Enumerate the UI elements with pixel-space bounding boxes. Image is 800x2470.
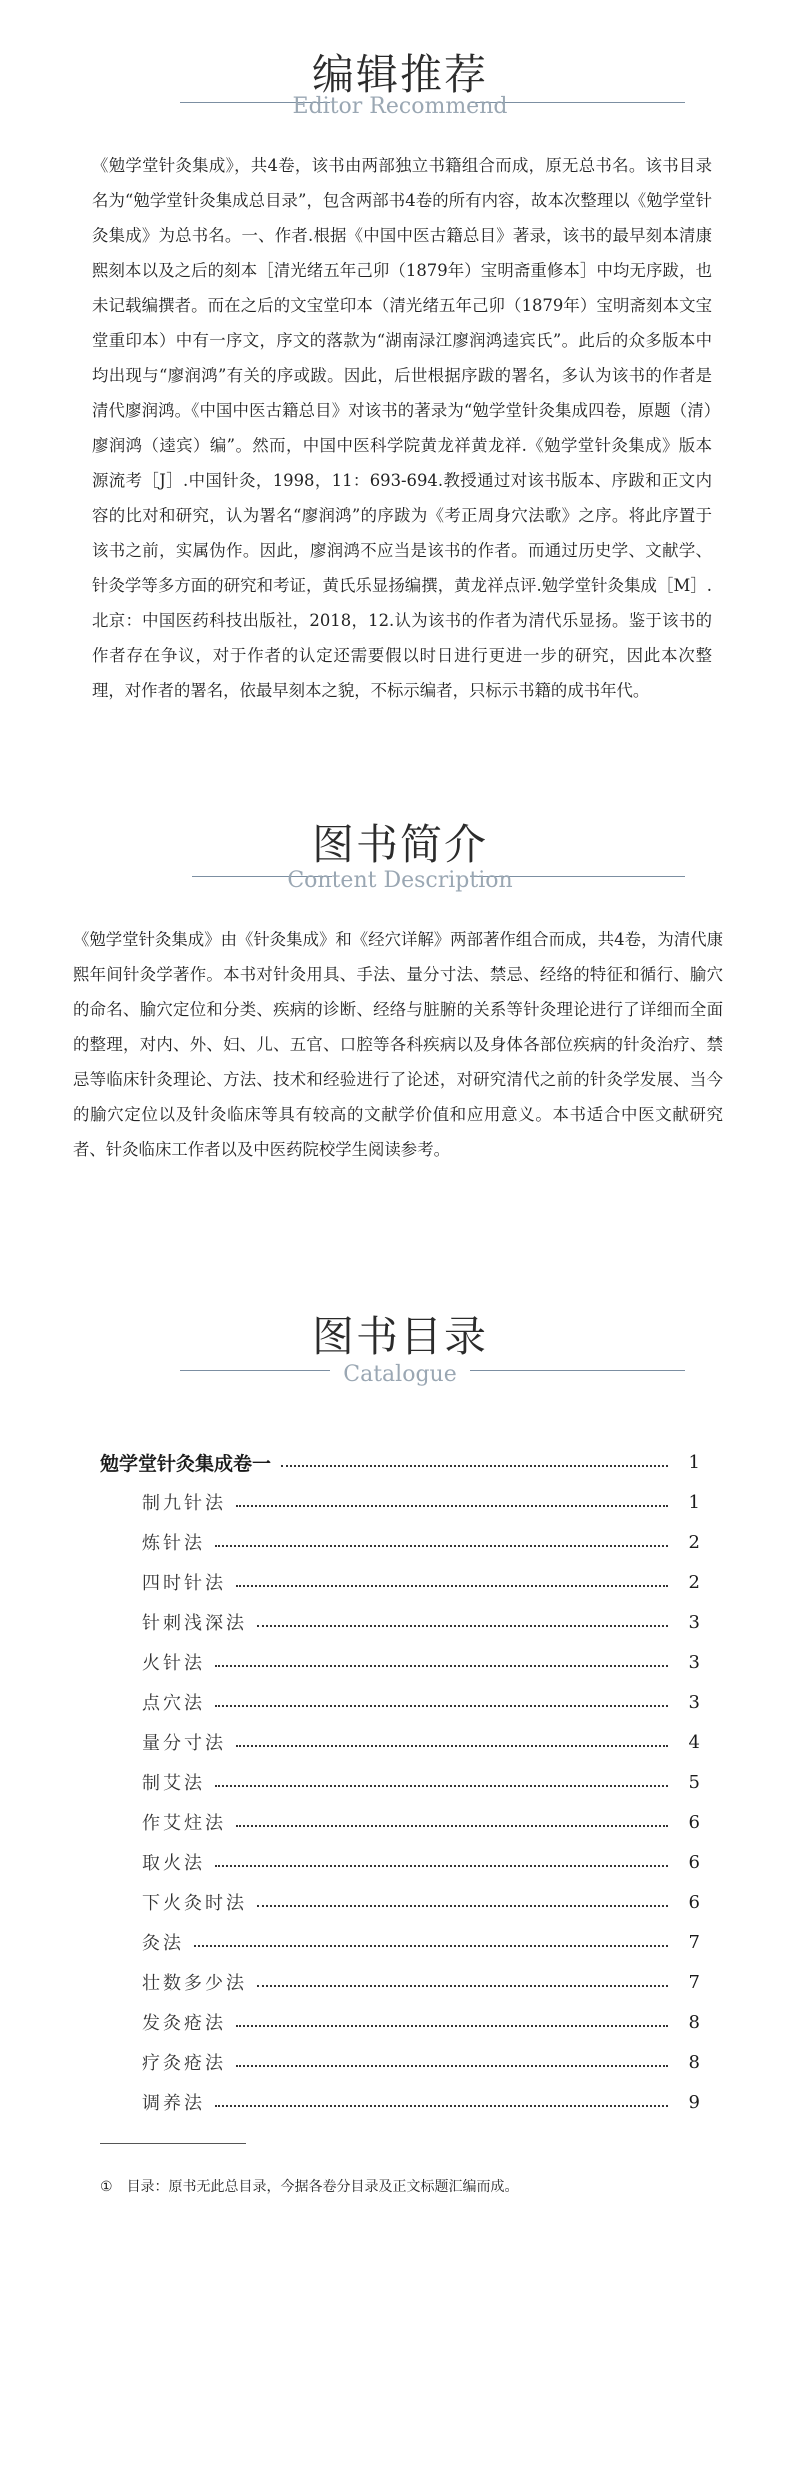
section-title-cn: 编辑推荐 xyxy=(311,50,488,99)
section-title-cn: 图书目录 xyxy=(311,1312,488,1361)
toc-entry-label: 壮数多少法 xyxy=(142,1973,247,1994)
toc-entry[interactable] xyxy=(100,2082,700,2122)
toc-entry[interactable] xyxy=(100,1522,700,1562)
toc-entry[interactable] xyxy=(100,1682,700,1722)
toc-dot-leader xyxy=(236,2025,668,2027)
toc-entry-page: 9 xyxy=(688,2091,700,2113)
toc-dot-leader xyxy=(194,1945,668,1947)
catalogue-header xyxy=(0,1300,800,1390)
section-title-en: Content Description xyxy=(287,868,513,893)
toc-dot-leader xyxy=(257,1625,668,1627)
section-title-en: Editor Recommend xyxy=(292,94,508,119)
toc-entry-page: 1 xyxy=(688,1451,700,1473)
toc-dot-leader xyxy=(257,1985,668,1987)
toc-entry[interactable] xyxy=(100,1442,700,1482)
section-title-cn: 图书简介 xyxy=(311,820,488,869)
content-description-text: 《勉学堂针灸集成》由《针灸集成》和《经穴详解》两部著作组合而成，共4卷，为清代康熙年间针灸学著作。本书对针灸用具、手法、量分寸法、禁忌、经络的特征和循行、腧穴的命名、腧穴定位和分类、疾病的诊断、经络与脏腑的关系等针灸理论进行了详细而全面的整理，对内、外、妇、儿、五官、口腔等各科疾病以及身体各部位疾病的针灸治疗、禁忌等临床针灸理论、方法、技术和经验进行了论述，对研究清代之前的针灸学发展、当今的腧穴定位以及针灸临床等具有较高的文献学价值和应用意义。本书适合中医文献研究者、针灸临床工作者以及中医药院校学生阅读参考。 xyxy=(73,930,723,1159)
toc-entry-page: 2 xyxy=(688,1531,700,1553)
table-of-contents xyxy=(100,1442,700,2122)
toc-dot-leader xyxy=(215,1665,668,1667)
toc-entry[interactable] xyxy=(100,1962,700,2002)
toc-dot-leader xyxy=(257,1905,668,1907)
editor-recommend-header xyxy=(0,38,800,128)
toc-entry-page: 7 xyxy=(688,1971,700,1993)
toc-entry-page: 3 xyxy=(688,1691,700,1713)
toc-entry[interactable] xyxy=(100,1802,700,1842)
toc-dot-leader xyxy=(215,2105,668,2107)
toc-dot-leader xyxy=(215,1545,668,1547)
toc-entry-page: 6 xyxy=(688,1891,700,1913)
toc-dot-leader xyxy=(215,1705,668,1707)
toc-dot-leader xyxy=(236,1585,668,1587)
toc-dot-leader xyxy=(236,1745,668,1747)
toc-entry-label: 制艾法 xyxy=(142,1773,205,1794)
toc-entry-page: 1 xyxy=(688,1491,700,1513)
toc-dot-leader xyxy=(236,1505,668,1507)
toc-entry-label: 取火法 xyxy=(142,1853,205,1874)
toc-entry[interactable] xyxy=(100,1922,700,1962)
toc-entry-label: 发灸疮法 xyxy=(142,2013,226,2034)
toc-entry-label: 灸法 xyxy=(142,1933,184,1954)
toc-entry[interactable] xyxy=(100,2042,700,2082)
toc-entry-label: 炼针法 xyxy=(142,1533,205,1554)
toc-entry-label: 火针法 xyxy=(142,1653,205,1674)
toc-entry-label: 下火灸时法 xyxy=(142,1893,247,1914)
toc-entry-page: 4 xyxy=(688,1731,700,1753)
toc-entry-label: 勉学堂针灸集成卷一 xyxy=(100,1452,272,1475)
toc-entry-label: 针刺浅深法 xyxy=(142,1613,247,1634)
toc-entry-page: 8 xyxy=(688,2051,700,2073)
toc-entry-page: 2 xyxy=(688,1571,700,1593)
toc-entry-label: 量分寸法 xyxy=(142,1733,226,1754)
toc-entry-page: 6 xyxy=(688,1851,700,1873)
toc-dot-leader xyxy=(281,1465,668,1467)
toc-entry-label: 作艾炷法 xyxy=(142,1813,226,1834)
toc-entry-label: 四时针法 xyxy=(142,1573,226,1594)
toc-entry[interactable] xyxy=(100,1562,700,1602)
editor-recommend-text: 《勉学堂针灸集成》，共4卷，该书由两部独立书籍组合而成，原无总书名。该书目录名为“勉学堂针灸集成总目录”，包含两部书4卷的所有内容，故本次整理以《勉学堂针灸集成》为总书名。一、作者.根据《中国中医古籍总目》著录，该书的最早刻本清康熙刻本以及之后的刻本［清光绪五年己卯（1879年）宝明斋重修本］中均无序跋，也未记载编撰者。而在之后的文宝堂印本（清光绪五年己卯（1879年）宝明斋刻本文宝堂重印本）中有一序文，序文的落款为“湖南渌江廖润鸿逵宾氏”。此后的众多版本中均出现与“廖润鸿”有关的序或跋。因此，后世根据序跋的署名，多认为该书的作者是清代廖润鸿。《中国中医古籍总目》对该书的著录为“勉学堂针灸集成四卷，原题（清）廖润鸿（逵宾）编”。然而，中国中医科学院黄龙祥黄龙祥.《勉学堂针灸集成》版本源流考［J］.中国针灸，1998，11：693-694.教授通过对该书版本、序跋和正文内容的比对和研究，认为署名“廖润鸿”的序跋为《考正周身穴法歌》之序。将此序置于该书之前，实属伪作。因此，廖润鸿不应当是该书的作者。而通过历史学、文献学、针灸学等多方面的研究和考证，黄氏乐显扬编撰，黄龙祥点评.勉学堂针灸集成［M］.北京：中国医药科技出版社，2018，12.认为该书的作者为清代乐显扬。鉴于该书的作者存在争议，对于作者的认定还需要假以时日进行更进一步的研究，因此本次整理，对作者的署名，依最早刻本之貌，不标示编者，只标示书籍的成书年代。 xyxy=(92,156,712,700)
toc-entry-page: 3 xyxy=(688,1611,700,1633)
toc-entry[interactable] xyxy=(100,1762,700,1802)
section-title-en: Catalogue xyxy=(343,1362,457,1387)
toc-entry[interactable] xyxy=(100,1882,700,1922)
toc-dot-leader xyxy=(236,1825,668,1827)
toc-entry[interactable] xyxy=(100,1602,700,1642)
toc-entry[interactable] xyxy=(100,1722,700,1762)
toc-entry-page: 3 xyxy=(688,1651,700,1673)
footnote-rule xyxy=(100,2143,246,2144)
content-description-header xyxy=(0,808,800,898)
toc-entry-page: 6 xyxy=(688,1811,700,1833)
toc-entry-page: 5 xyxy=(688,1771,700,1793)
toc-entry-page: 8 xyxy=(688,2011,700,2033)
toc-entry[interactable] xyxy=(100,1482,700,1522)
toc-entry-label: 制九针法 xyxy=(142,1493,226,1514)
footnote-text: 目录：原书无此总目录，今据各卷分目录及正文标题汇编而成。 xyxy=(126,2179,519,2195)
toc-entry-label: 点穴法 xyxy=(142,1693,205,1714)
footnote xyxy=(100,2176,720,2196)
toc-entry-label: 调养法 xyxy=(142,2093,205,2114)
toc-dot-leader xyxy=(236,2065,668,2067)
toc-entry-label: 疗灸疮法 xyxy=(142,2053,226,2074)
toc-entry[interactable] xyxy=(100,1642,700,1682)
toc-entry-page: 7 xyxy=(688,1931,700,1953)
toc-dot-leader xyxy=(215,1785,668,1787)
toc-entry[interactable] xyxy=(100,2002,700,2042)
toc-dot-leader xyxy=(215,1865,668,1867)
footnote-mark: ① xyxy=(100,2179,113,2195)
toc-entry[interactable] xyxy=(100,1842,700,1882)
